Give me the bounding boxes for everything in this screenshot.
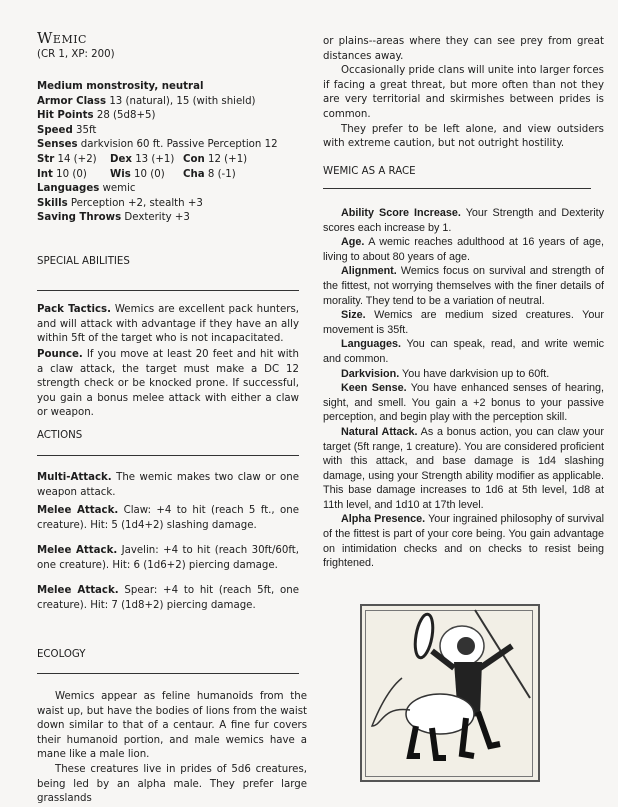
ability-text: If you move at least 20 feet and hit with a claw attack, the target must make a DC 12 strength check or be knocked prone. If successful, you gain a bonus melee attack with either a claw or weapon. <box>37 349 299 419</box>
wemic-illustration <box>360 604 540 782</box>
ecology-paragraph: Occasionally pride clans will unite into larger forces if facing a great threat, but more often than not they are very territorial and skirmishes between prides is common. <box>323 65 604 120</box>
senses-label: Senses <box>37 139 78 151</box>
con-label: Con <box>183 153 205 165</box>
race-trait-text: You have darkvision up to 60ft. <box>399 367 550 380</box>
int-value: 10 (0) <box>56 168 87 180</box>
race-traits <box>323 206 604 571</box>
race-trait-text: You can speak, read, and write wemic and common. <box>323 338 604 365</box>
skills-label: Skills <box>37 197 68 209</box>
ability-name: Pack Tactics. <box>37 304 111 315</box>
race-trait <box>323 264 604 308</box>
cha-label: Cha <box>183 168 205 180</box>
race-trait-text: A wemic reaches adulthood at 16 years of age, living to about 80 years of age. <box>323 236 604 263</box>
divider <box>323 188 591 189</box>
skills-value: Perception +2, stealth +3 <box>70 197 203 209</box>
ecology-paragraph: They prefer to be left alone, and view outsiders with extreme caution, but not outright hostility. <box>323 123 604 150</box>
actions-heading: ACTIONS <box>37 430 83 441</box>
action-claw <box>37 504 299 533</box>
con-value: 12 (+1) <box>207 153 248 165</box>
ability-name: Pounce. <box>37 349 83 360</box>
creature-type: Medium monstrosity, neutral <box>37 81 204 92</box>
race-trait-name: Age. <box>341 236 365 249</box>
race-trait-name: Languages. <box>341 338 401 351</box>
special-abilities-heading: SPECIAL ABILITIES <box>37 256 130 267</box>
action-javelin <box>37 544 299 573</box>
race-trait <box>323 308 604 337</box>
divider <box>37 673 299 674</box>
ac-value: 13 (natural), 15 (with shield) <box>109 95 256 107</box>
action-name: Melee Attack. <box>37 545 118 556</box>
action-text: The wemic makes two claw or one weapon attack. <box>37 472 299 498</box>
dex-label: Dex <box>110 153 132 165</box>
wis-value: 10 (0) <box>134 168 165 180</box>
race-trait <box>323 367 604 382</box>
race-trait-name: Size. <box>341 309 366 322</box>
race-trait-text: As a bonus action, you can claw your target (5ft range, 1 creature). You are considered proficient with this attack, and base damage is 1d4 slashing damage, using your Strength ability modifier as applicable. This base damage increases to 1d6 at 5th level, 1d8 at 11th level, and 1d10 at 17th level. <box>323 425 604 511</box>
saves-label: Saving Throws <box>37 212 122 224</box>
race-trait-text: Wemics focus on survival and strength of the fittest, not worrying themselves with the finer details of morality. They tend to be a variation of neutral. <box>323 265 604 307</box>
action-spear <box>37 584 299 613</box>
race-trait-name: Alignment. <box>341 265 397 278</box>
saves-value: Dexterity +3 <box>124 212 190 224</box>
ecology-paragraph: Wemics appear as feline humanoids from the waist up, but have the bodies of lions from the waist down similar to that of a centaur. A fine fur covers their humanoid portion, and male wemics have a mane like a male lion. <box>37 691 307 761</box>
action-name: Melee Attack. <box>37 505 119 516</box>
ecology-paragraph: or plains--areas where they can see prey from great distances away. <box>323 36 604 62</box>
ac-label: Armor Class <box>37 95 107 107</box>
speed-value: 35ft <box>76 124 97 136</box>
languages-label: Languages <box>37 183 100 195</box>
speed-label: Speed <box>37 124 73 136</box>
action-text: Claw: +4 to hit (reach 5 ft., one creature). Hit: 5 (1d4+2) slashing damage. <box>37 505 299 531</box>
dex-value: 13 (+1) <box>135 153 175 165</box>
race-trait <box>323 337 604 366</box>
action-name: Multi-Attack. <box>37 472 112 483</box>
str-value: 14 (+2) <box>57 153 97 165</box>
hp-label: Hit Points <box>37 110 94 122</box>
stat-block <box>37 80 278 226</box>
race-trait-text: Your Strength and Dexterity scores each increase by 1. <box>323 207 605 234</box>
cha-value: 8 (-1) <box>207 168 236 180</box>
race-trait-text: You have enhanced senses of hearing, sight, and smell. You gain a +2 bonus to your passive perception, and begin play with the perception skill. <box>323 382 604 424</box>
monster-title: Wemic <box>37 29 87 47</box>
ability-pack-tactics <box>37 303 299 347</box>
race-heading: WEMIC AS A RACE <box>323 166 416 177</box>
languages-value: wemic <box>102 183 136 195</box>
ability-pounce <box>37 348 299 421</box>
race-trait <box>323 235 604 264</box>
wemic-drawing-icon <box>362 606 538 780</box>
divider <box>37 290 299 291</box>
ecology-heading: ECOLOGY <box>37 649 86 660</box>
ability-text: Wemics are excellent pack hunters, and will attack with advantage if they have an ally within 5ft of the target who is not incapacitated. <box>37 304 299 345</box>
ecology-paragraph: These creatures live in prides of 5d6 creatures, being led by an alpha male. They prefer large grasslands <box>37 763 307 805</box>
race-trait-text: Wemics are medium sized creatures. Your movement is 35ft. <box>323 309 604 336</box>
race-trait <box>323 381 604 425</box>
action-text: Javelin: +4 to hit (reach 30ft/60ft, one creature). Hit: 6 (1d6+2) piercing damage. <box>37 545 299 571</box>
race-trait <box>323 206 604 235</box>
str-label: Str <box>37 153 55 165</box>
race-trait-name: Keen Sense. <box>341 382 407 395</box>
race-trait-name: Darkvision. <box>341 367 400 380</box>
action-name: Melee Attack. <box>37 585 119 596</box>
race-trait-name: Ability Score Increase. <box>341 207 461 219</box>
race-trait-name: Alpha Presence. <box>341 513 426 526</box>
divider <box>37 455 299 456</box>
race-trait <box>323 512 604 570</box>
wis-label: Wis <box>110 168 131 180</box>
ecology-text <box>37 690 307 807</box>
int-label: Int <box>37 168 53 180</box>
action-text: Spear: +4 to hit (reach 5ft, one creature). Hit: 7 (1d8+2) piercing damage. <box>37 585 299 611</box>
race-trait-text: Your ingrained philosophy of survival of the fittest is part of your core being. You gain advantage on intimidation checks and on checks to resist being frightened. <box>323 513 605 570</box>
race-trait <box>323 425 604 513</box>
senses-value: darkvision 60 ft. Passive Perception 12 <box>80 139 278 151</box>
challenge-rating: (CR 1, XP: 200) <box>37 49 115 60</box>
hp-value: 28 (5d8+5) <box>96 110 156 122</box>
action-multiattack <box>37 471 299 500</box>
race-trait-name: Natural Attack. <box>341 425 418 438</box>
ecology-continued <box>323 35 604 152</box>
